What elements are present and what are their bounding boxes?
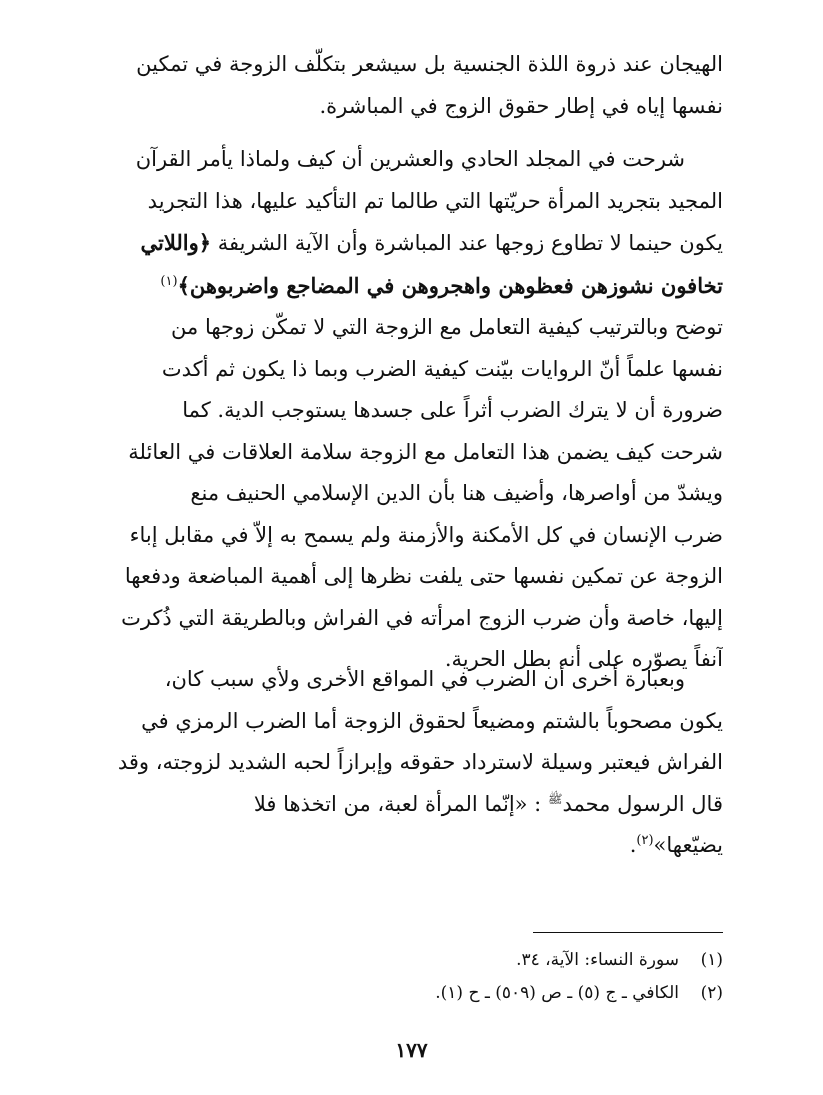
footnote-text: الكافي ـ ج (٥) ـ ص (٥٠٩) ـ ح (١). xyxy=(435,983,679,1003)
paragraph-line: إليها، خاصة وأن ضرب الزوج امرأته في الفراش وبالطريقة التي ذُكرت xyxy=(121,605,723,630)
paragraph-line: المجيد بتجريد المرأة حريّتها التي طالما تم التأكيد عليها، هذا التجريد xyxy=(147,188,723,213)
paragraph-3 xyxy=(105,659,723,867)
salawat-symbol: ﷺ xyxy=(547,791,563,806)
page-number: ١٧٧ xyxy=(395,1038,428,1062)
footnote-item xyxy=(105,944,723,977)
paragraph-line xyxy=(105,825,723,867)
hadith-quote: : «إنّما المرأة لعبة، من اتخذها فلا xyxy=(253,791,542,816)
footnote-text: سورة النساء: الآية، ٣٤. xyxy=(516,950,679,970)
footnote-number: (٢) xyxy=(700,983,723,1003)
paragraph-line: الفراش فيعتبر وسيلة لاسترداد حقوقه وإبرازاً لحبه الشديد لزوجته، وقد xyxy=(117,750,723,774)
paragraph-line: ضرورة أن لا يترك الضرب أثراً على جسدها يستوجب الدية. كما xyxy=(182,398,723,422)
footnotes xyxy=(105,944,723,1010)
paragraph-line: نفسها إياه في إطار حقوق الزوج في المباشرة. xyxy=(319,93,723,118)
paragraph-line: توضح وبالترتيب كيفية التعامل مع الزوجة التي لا تمكّن زوجها من xyxy=(171,315,723,339)
quran-verse-start: ﴿واللاتي xyxy=(140,230,212,255)
footnote-ref-2[interactable]: (٢) xyxy=(636,833,654,848)
paragraph-line: الزوجة عن تمكين نفسها حتى يلفت نظرها إلى أهمية المباضعة ودفعها xyxy=(124,564,723,588)
paragraph-line xyxy=(105,784,723,826)
line-text: قال الرسول محمد xyxy=(562,791,723,816)
paragraph-line: شرحت في المجلد الحادي والعشرين أن كيف ولماذا يأمر القرآن xyxy=(135,147,685,171)
footnote-separator xyxy=(533,932,723,933)
paragraph-line: يكون مصحوباً بالشتم ومضيعاً لحقوق الزوجة أما الضرب الرمزي في xyxy=(141,708,723,733)
line-text: يكون حينما لا تطاوع زوجها عند المباشرة وأن الآية الشريفة xyxy=(211,231,723,255)
paragraph-line: وبعبارة أخرى أن الضرب في المواقع الأخرى ولأي سبب كان، xyxy=(164,667,685,691)
paragraph-line xyxy=(105,265,723,308)
paragraph-line: ضرب الإنسان في كل الأمكنة والأزمنة ولم يسمح به إلاّ في مقابل إباء xyxy=(129,522,723,547)
paragraph-line: ويشدّ من أواصرها، وأضيف هنا بأن الدين الإسلامي الحنيف منع xyxy=(190,481,723,505)
paragraph-2 xyxy=(105,139,723,681)
paragraph-line xyxy=(105,222,723,265)
paragraph-line: آنفاً يصوّره على أنه بطل الحرية. xyxy=(444,647,723,671)
line-end-punct: . xyxy=(629,833,637,857)
paragraph-1 xyxy=(105,44,723,127)
paragraph-line: شرحت كيف يضمن هذا التعامل مع الزوجة سلامة العلاقات في العائلة xyxy=(128,439,723,464)
paragraph-line: نفسها علماً أنّ الروايات بيّنت كيفية الضرب وبما ذا يكون ثم أكدت xyxy=(161,356,723,381)
footnote-number: (١) xyxy=(700,950,723,970)
footnote-item xyxy=(105,977,723,1010)
hadith-quote-end: يضيّعها» xyxy=(653,833,723,857)
paragraph-line: الهيجان عند ذروة اللذة الجنسية بل سيشعر بتكلّف الزوجة في تمكين xyxy=(136,52,723,76)
quran-verse: تخافون نشوزهن فعظوهن واهجروهن في المضاجع واضربوهن﴾ xyxy=(177,272,723,298)
footnote-ref-1[interactable]: (١) xyxy=(160,273,178,289)
